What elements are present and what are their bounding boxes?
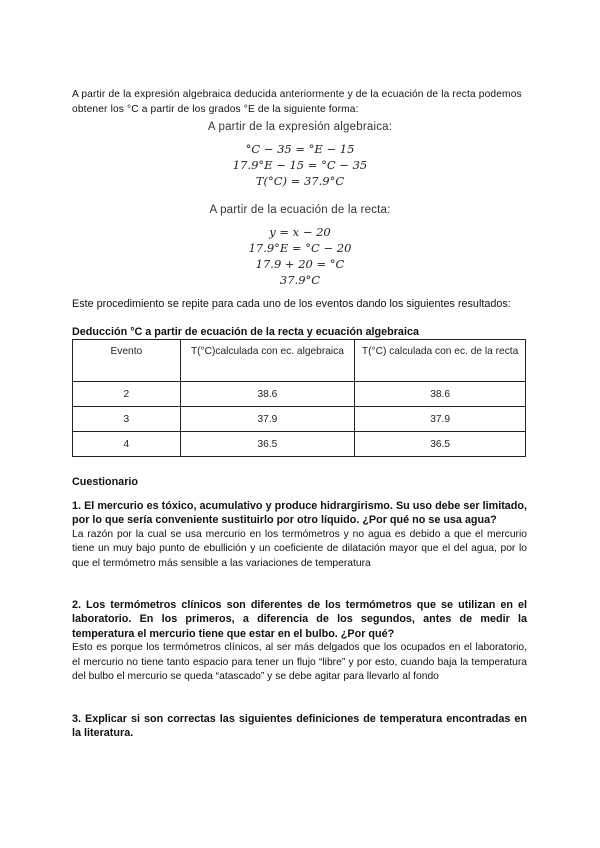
equation-line: y = x − 20 (269, 225, 331, 239)
table-cell: 37.9 (180, 407, 355, 432)
question-text: 3. Explicar si son correctas las siguientes definiciones de temperatura encontradas en la literatura. (72, 713, 527, 740)
equation-line: 17.9 + 20 = °C (255, 257, 345, 271)
table-cell: 36.5 (355, 432, 526, 457)
procedure-paragraph: Este procedimiento se repite para cada uno de los eventos dando los siguientes resultados: (72, 298, 511, 310)
question-text: 2. Los termómetros clínicos son diferentes de los termómetros que se utilizan en el laboratorio. En los primeros, a diferencia de los segundos, antes de medir la temperatura el mercurio tiene que estar en el bulbo. ¿Por qué? (72, 599, 527, 640)
question-block-2 (72, 598, 527, 684)
line-block-header: A partir de la ecuación de la recta: (209, 204, 391, 216)
question-block-3 (72, 712, 527, 741)
equation-line: T(°C) = 37.9°C (255, 174, 345, 188)
table-cell: 37.9 (355, 407, 526, 432)
equation-line: °C − 35 = °E − 15 (245, 142, 355, 156)
table-row (73, 407, 526, 432)
algebraic-expression-block (170, 121, 430, 189)
header-cell-evento: Evento (73, 340, 181, 382)
intro-paragraph: A partir de la expresión algebraica deducida anteriormente y de la ecuación de la recta podemos obtener los °C a partir de los grados °E de la siguiente forma: (72, 89, 522, 115)
table-cell: 38.6 (355, 382, 526, 407)
header-cell-line: T(°C) calculada con ec. de la recta (355, 340, 526, 382)
table-cell: 38.6 (180, 382, 355, 407)
question-block-1 (72, 499, 527, 571)
table-header-row (73, 340, 526, 382)
table-cell: 3 (73, 407, 181, 432)
equation-line: 37.9°C (279, 273, 321, 287)
answer-text: La razón por la cual se usa mercurio en los termómetros y no agua es debido a que el mercurio tiene un muy bajo punto de ebullición y un coeficiente de dilatación mayor que el del agua, por lo que el termómetro más sensible a las variaciones de temperatura (72, 528, 527, 569)
table-cell: 2 (73, 382, 181, 407)
equation-line: 17.9°E = °C − 20 (248, 241, 352, 255)
table-cell: 4 (73, 432, 181, 457)
results-table (72, 339, 526, 457)
table-title: Deducción °C a partir de ecuación de la recta y ecuación algebraica (72, 326, 419, 338)
table-row (73, 382, 526, 407)
table-row (73, 432, 526, 457)
equation-line: 17.9°E − 15 = °C − 35 (232, 158, 368, 172)
algebraic-block-header: A partir de la expresión algebraica: (207, 121, 393, 133)
table-cell: 36.5 (180, 432, 355, 457)
questionnaire-heading: Cuestionario (72, 476, 138, 488)
answer-text: Esto es porque los termómetros clínicos, al ser más delgados que los ocupados en el laboratorio, el mercurio no tiene tanto espacio para tener un flujo “libre” y por esto, cuando baja la temperatura del bulbo el mercurio se queda “atascado” y se debe agitar para llevarlo al fondo (72, 642, 527, 683)
line-equation-block (170, 204, 430, 288)
question-text: 1. El mercurio es tóxico, acumulativo y produce hidrargirismo. Su uso debe ser limitado, por lo que sería conveniente sustituirlo por otro líquido. ¿Por qué no se usa agua? (72, 500, 527, 527)
header-cell-algebraic: T(°C)calculada con ec. algebraica (180, 340, 355, 382)
